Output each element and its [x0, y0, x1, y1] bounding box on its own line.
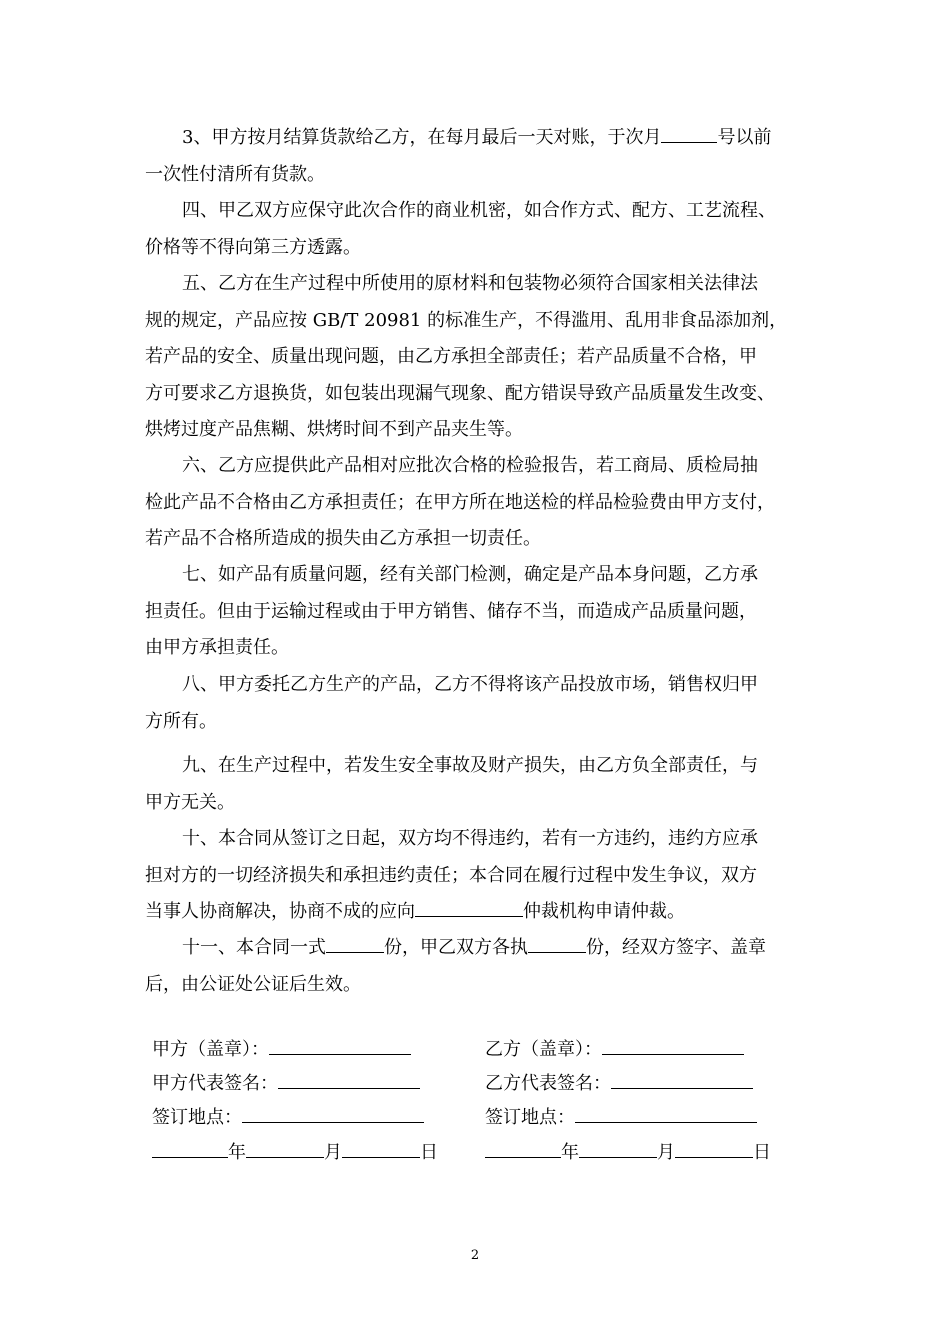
clause-9 — [145, 748, 825, 821]
party-a-seal-field[interactable] — [269, 1036, 411, 1055]
payment-day-blank — [661, 122, 717, 143]
clause-11 — [145, 930, 825, 1003]
party-a-place-row — [152, 1104, 424, 1128]
clause-line: 方可要求乙方退换货，如包装出现漏气现象、配方错误导致产品质量发生改变、 — [145, 382, 775, 404]
clause-line: 若产品的安全、质量出现问题，由乙方承担全部责任；若产品质量不合格，甲 — [145, 346, 757, 367]
party-b-seal-row — [485, 1036, 744, 1060]
clause-line: 九、在生产过程中，若发生安全事故及财产损失，由乙方负全部责任，与 — [182, 755, 758, 776]
clause-line: 3、甲方按月结算货款给乙方，在每月最后一天对账，于次月 号以前 — [145, 120, 825, 157]
party-b-rep-row — [485, 1070, 753, 1094]
clause-line: 方所有。 — [145, 710, 217, 732]
party-b-rep-field[interactable] — [611, 1070, 753, 1089]
party-a-seal-row — [152, 1036, 411, 1060]
party-b-seal-field[interactable] — [602, 1036, 744, 1055]
clause-line: 担对方的一切经济损失和承担违约责任；本合同在履行过程中发生争议，双方 — [145, 864, 757, 886]
clause-line: 十、本合同从签订之日起，双方均不得违约，若有一方违约，违约方应承 — [182, 828, 758, 849]
clause-line: 由甲方承担责任。 — [145, 637, 289, 658]
clause-10 — [145, 821, 825, 931]
clause-line: 若产品不合格所造成的损失由乙方承担一切责任。 — [145, 528, 541, 549]
clause-line: 十一、本合同一式 份，甲乙双方各执 份，经双方签字、盖章 — [145, 930, 825, 967]
party-b-month-field[interactable] — [579, 1139, 657, 1158]
party-a-day-field[interactable] — [342, 1139, 420, 1158]
clause-line: 八、甲方委托乙方生产的产品，乙方不得将该产品投放市场，销售权归甲 — [182, 674, 758, 695]
party-a-place-field[interactable] — [242, 1104, 424, 1123]
copies-total-blank — [326, 932, 384, 953]
party-a-month-field[interactable] — [246, 1139, 324, 1158]
party-b-rep-label: 乙方代表签名： — [485, 1073, 611, 1094]
clause-line: 一次性付清所有货款。 — [145, 163, 325, 185]
clause-line: 检此产品不合格由乙方承担责任；在甲方所在地送检的样品检验费由甲方支付， — [145, 491, 775, 513]
clause-6 — [145, 448, 825, 558]
party-b-day-field[interactable] — [675, 1139, 753, 1158]
clause-line: 烘烤过度产品焦糊、烘烤时间不到产品夹生等。 — [145, 419, 523, 440]
party-b-year-field[interactable] — [485, 1139, 561, 1158]
party-b-place-row — [485, 1104, 757, 1128]
party-a-date-row: 年 月 日 — [152, 1139, 438, 1163]
party-a-seal-label: 甲方（盖章）： — [152, 1039, 269, 1060]
clause-line: 价格等不得向第三方透露。 — [145, 236, 361, 258]
clause-4 — [145, 193, 825, 266]
clause-7 — [145, 557, 825, 667]
clause-3 — [145, 120, 825, 193]
clause-line: 七、如产品有质量问题，经有关部门检测，确定是产品本身问题，乙方承 — [182, 564, 758, 585]
party-a-rep-field[interactable] — [278, 1070, 420, 1089]
party-b-date-row: 年 月 日 — [485, 1139, 771, 1163]
party-b-seal-label: 乙方（盖章）： — [485, 1039, 602, 1060]
party-a-rep-label: 甲方代表签名： — [152, 1073, 278, 1094]
page-number: 2 — [470, 1248, 480, 1263]
party-a-year-field[interactable] — [152, 1139, 228, 1158]
clause-line: 四、甲乙双方应保守此次合作的商业机密，如合作方式、配方、工艺流程、 — [182, 200, 776, 221]
copies-each-blank — [528, 932, 586, 953]
clause-line: 六、乙方应提供此产品相对应批次合格的检验报告，若工商局、质检局抽 — [182, 455, 758, 476]
clause-line: 当事人协商解决，协商不成的应向 仲裁机构申请仲裁。 — [145, 894, 825, 931]
arbitration-body-blank — [415, 896, 523, 917]
party-b-place-field[interactable] — [575, 1104, 757, 1123]
clause-8 — [145, 667, 825, 740]
clause-line: 后，由公证处公证后生效。 — [145, 973, 361, 995]
clause-line: 担责任。但由于运输过程或由于甲方销售、储存不当，而造成产品质量问题， — [145, 600, 757, 622]
clause-line: 五、乙方在生产过程中所使用的原材料和包装物必须符合国家相关法律法 — [182, 273, 758, 294]
clause-5 — [145, 266, 825, 449]
party-b-place-label: 签订地点： — [485, 1107, 575, 1128]
party-a-place-label: 签订地点： — [152, 1107, 242, 1128]
clause-line: 规的规定，产品应按 GB/T 20981 的标准生产，不得滥用、乱用非食品添加剂， — [145, 309, 788, 331]
clause-line: 甲方无关。 — [145, 791, 235, 813]
party-a-rep-row — [152, 1070, 420, 1094]
